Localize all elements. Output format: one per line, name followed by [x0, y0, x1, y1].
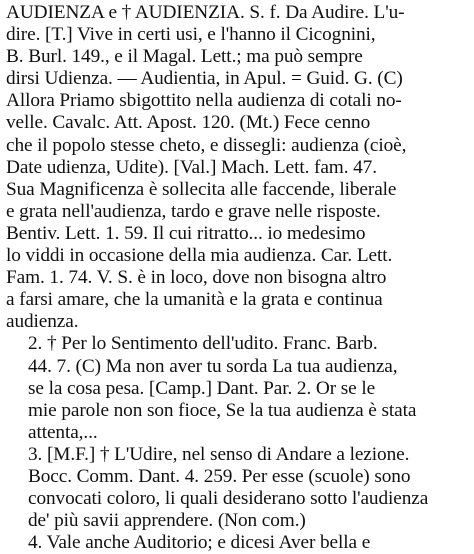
entry-line: Bocc. Comm. Dant. 4. 259. Per esse (scuole) sono — [28, 465, 411, 487]
entry-line: se la cosa pesa. [Camp.] Dant. Par. 2. Or se le — [28, 377, 376, 399]
entry-line: Date udienza, Udite). [Val.] Mach. Lett. fam. 47. — [6, 156, 377, 178]
entry-line: audienza. — [6, 311, 79, 333]
entry-line: dire. [T.] Vive in certi usi, e l'hanno il Cicognini, — [6, 24, 376, 46]
dictionary-page — [6, 2, 468, 554]
entry-line: mie parole non son fioce, Se la tua audienza è stata — [28, 399, 417, 421]
entry-line: e grata nell'audienza, tardo e grave nelle risposte. — [6, 200, 381, 222]
entry-line: 4. Vale anche Auditorio; e dicesi Aver bella e — [28, 532, 371, 554]
entry-line: a farsi amare, che la umanità e la grata e continua — [6, 289, 383, 311]
entry-line: lo viddi in occasione della mia audienza. Car. Lett. — [6, 245, 393, 267]
entry-line: 2. † Per lo Sentimento dell'udito. Franc. Barb. — [28, 333, 378, 355]
entry-sense-3 — [6, 444, 468, 532]
entry-line: Sua Magnificenza è sollecita alle faccende, liberale — [6, 178, 397, 200]
entry-sense-2 — [6, 333, 468, 443]
entry-line: de' più savii apprendere. (Non com.) — [28, 510, 306, 532]
entry-line: Allora Priamo sbigottito nella audienza di cotali no- — [6, 90, 402, 112]
entry-sense-1 — [6, 2, 468, 333]
entry-line: B. Burl. 149., e il Magal. Lett.; ma può sempre — [6, 46, 363, 68]
entry-line: velle. Cavalc. Att. Apost. 120. (Mt.) Fece cenno — [6, 112, 371, 134]
entry-line: 3. [M.F.] † L'Udire, nel senso di Andare a lezione. — [28, 443, 410, 465]
entry-line: attenta,... — [28, 421, 98, 443]
entry-sense-4 — [6, 532, 468, 554]
entry-line: AUDIENZA e † AUDIENZIA. S. f. Da Audire. L'u- — [6, 2, 405, 23]
entry-line: dirsi Udienza. — Audientia, in Apul. = Guid. G. (C) — [6, 68, 403, 90]
entry-line: 44. 7. (C) Ma non aver tu sorda La tua audienza, — [28, 355, 398, 377]
entry-line: Fam. 1. 74. V. S. è in loco, dove non bisogna altro — [6, 267, 387, 289]
entry-line: convocati coloro, li quali desiderano sotto l'audienza — [28, 488, 429, 510]
entry-line: che il popolo stesse cheto, e dissegli: audienza (cioè, — [6, 134, 407, 156]
entry-line: Bentiv. Lett. 1. 59. Il cui ritratto... io medesimo — [6, 222, 366, 244]
